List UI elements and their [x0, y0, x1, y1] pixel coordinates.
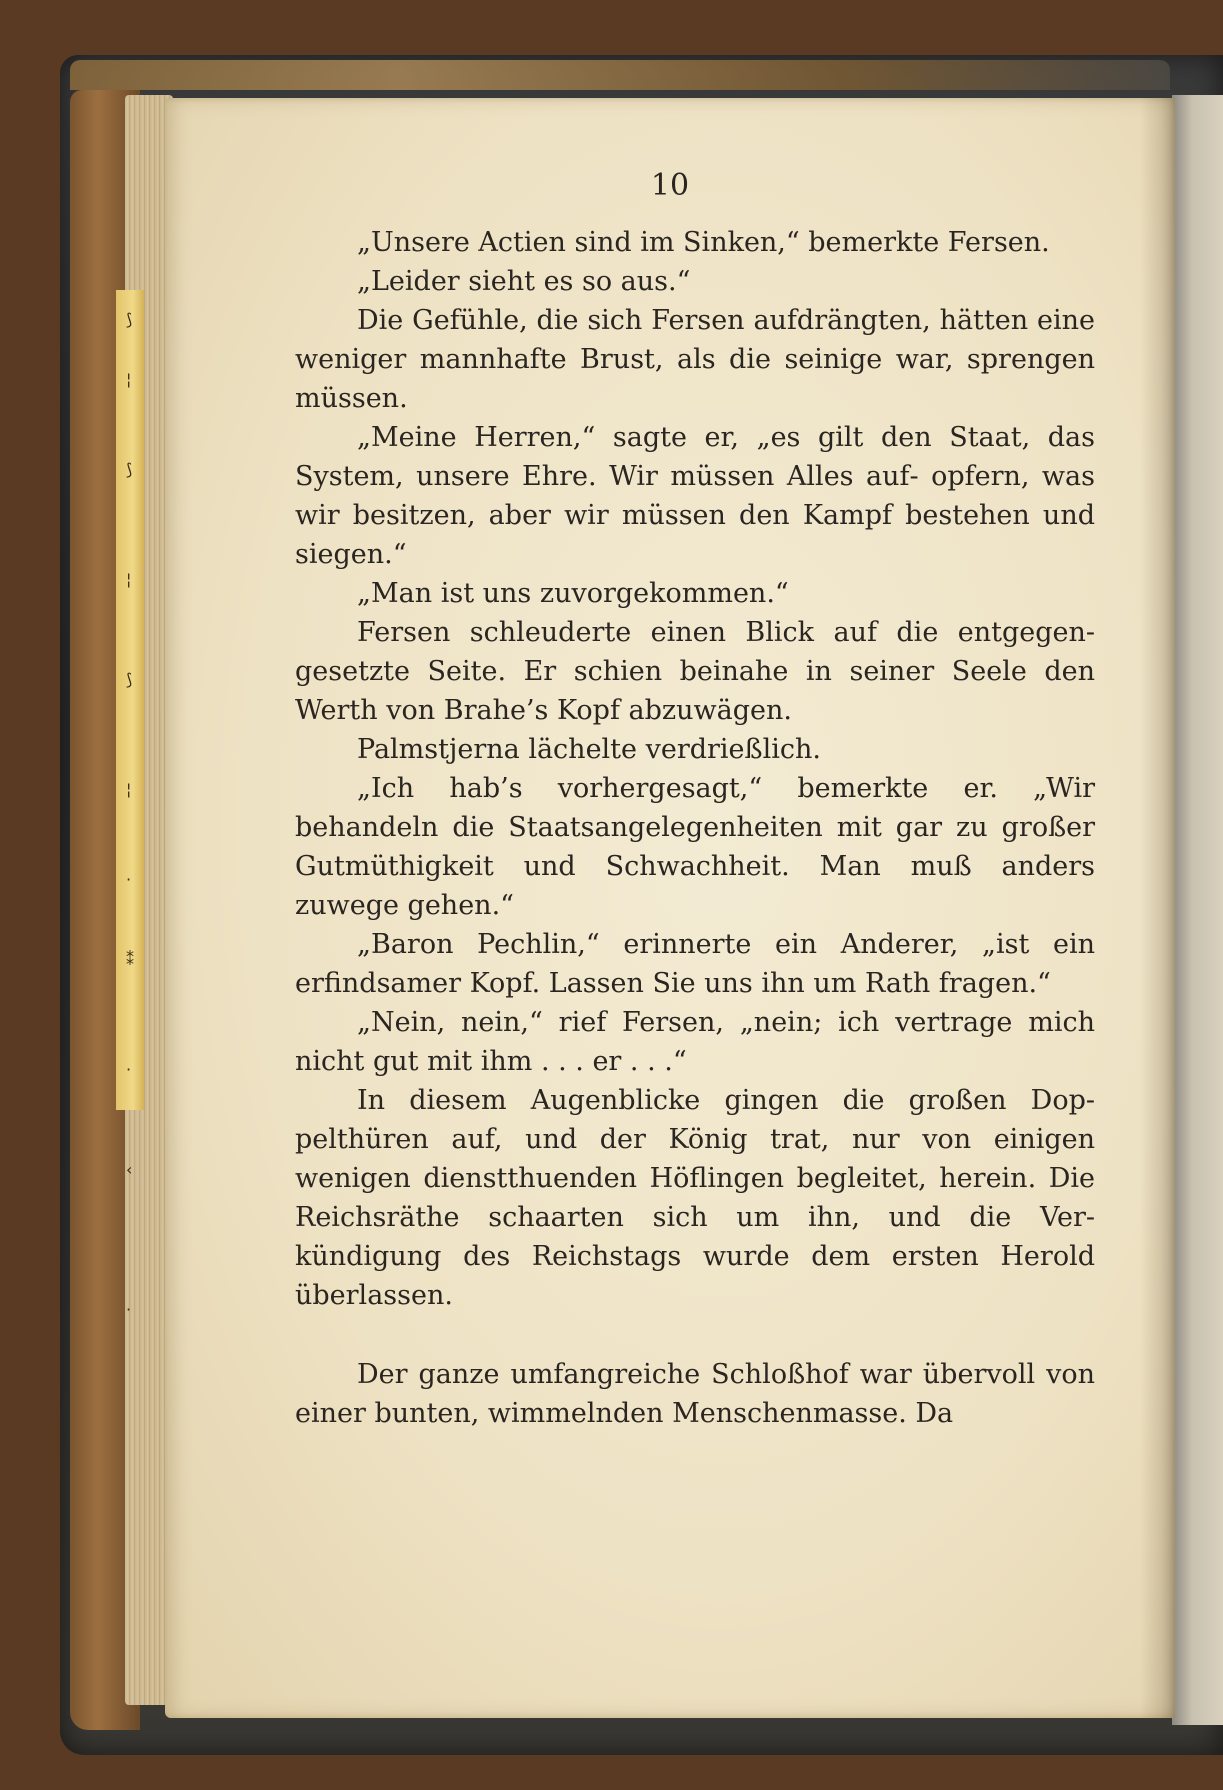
paragraph: „Ich hab’s vorhergesagt,“ bemerkte er. „Wir behandeln die Staatsangelegenheiten mit gar zu großer Gutmüthigkeit und Schwachheit. Man muß anders zuwege gehen.“ [295, 773, 1095, 921]
facing-page-edge [1172, 95, 1223, 1725]
ornament-icon: · [126, 1060, 132, 1079]
ornament-icon: ⁑ [126, 950, 134, 969]
ornament-icon: ⟆ [126, 460, 133, 479]
paragraph: Fersen schleuderte einen Blick auf die entgegen‑ gesetzte Seite. Er schien beinahe in seiner Seele den Werth von Brahe’s Kopf abzuwägen. [295, 617, 1095, 726]
book-page [165, 98, 1175, 1718]
book-binding-top [70, 60, 1170, 90]
page-gutter-shadow [1140, 98, 1175, 1718]
ornament-icon: ⟆ [126, 670, 133, 689]
ornament-icon: · [126, 1300, 132, 1319]
ornament-icon: · [126, 870, 132, 889]
page-number: 10 [650, 168, 690, 203]
paragraph: „Leider sieht es so aus.“ [357, 266, 691, 297]
ornament-icon: ‹ [126, 1160, 133, 1179]
paragraph: „Man ist uns zuvorgekommen.“ [357, 578, 789, 609]
ornament-icon: ⟆ [126, 310, 133, 329]
paragraph: „Meine Herren,“ sagte er, „es gilt den Staat, das System, unsere Ehre. Wir müssen Alles auf‑ opfern, was wir besitzen, aber wir müssen den Kampf bestehen und siegen.“ [295, 422, 1095, 570]
paragraph: „Baron Pechlin,“ erinnerte ein Anderer, „ist ein erfindsamer Kopf. Lassen Sie uns ihn um Rath fragen.“ [295, 929, 1095, 999]
paragraph: Die Gefühle, die sich Fersen aufdrängten, hätten eine weniger mannhafte Brust, als die seinige war, sprengen müssen. [295, 305, 1095, 414]
page-text-block [295, 223, 1095, 1433]
ornament-icon: ¦ [126, 370, 132, 389]
paragraph: „Unsere Actien sind im Sinken,“ bemerkte Fersen. [357, 227, 1050, 258]
paragraph: „Nein, nein,“ rief Fersen, „nein; ich vertrage mich nicht gut mit ihm . . . er . . .“ [295, 1007, 1095, 1077]
ornament-icon: ¦ [126, 570, 132, 589]
margin-ornaments [120, 310, 150, 1360]
paragraph: In diesem Augenblicke gingen die großen Dop‑ pelthüren auf, und der König trat, nur von einigen wenigen dienstthuenden Höflingen begleitet, herein. Die Reichsräthe schaarten sich um ihn, und die Ver‑ kündigung des Reichstags wurde dem ersten Herold überlassen. [295, 1085, 1095, 1311]
paragraph: Der ganze umfangreiche Schloßhof war übervoll von einer bunten, wimmelnden Menschenmasse. Da [295, 1359, 1095, 1429]
paragraph: Palmstjerna lächelte verdrießlich. [357, 734, 821, 765]
ornament-icon: ¦ [126, 780, 132, 799]
